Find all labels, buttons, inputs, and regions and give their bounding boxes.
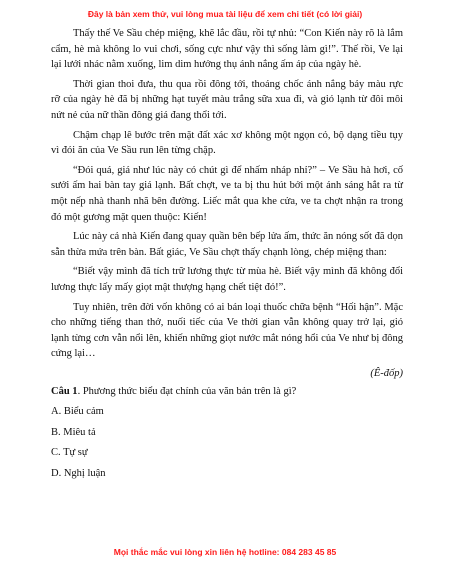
story-paragraph: Thấy thế Ve Sầu chép miệng, khẽ lắc đầu, rồi tự nhủ: “Con Kiến này rõ là lắm cẩm, hè mà không lo vui chơi, sống cực như vậy thì sống làm gì!”. Thế rồi, Ve lại lại lưới nhác nằm xuống, lim dim hưởng thụ ánh nắng ấm áp của ngày hè. [51,28,403,71]
source-attribution: (Ê-đốp) [370,367,403,379]
answer-option-a: A. Biểu cảm [51,406,104,418]
question-label: Câu 1 [51,386,78,398]
story-paragraph: Chậm chạp lê bước trên mặt đất xác xơ không một ngọn cỏ, bộ dạng tiều tụy vì đói ăn của Ve Sầu run lên từng chặp. [51,129,403,157]
story-paragraph: “Biết vậy mình đã tích trữ lương thực từ mùa hè. Biết vậy mình đã không đổi lương thực lấy mấy giọt mật thượng hạng chết tiệt đó!”. [51,266,403,293]
story-paragraph: “Đói quá, giá như lúc này có chút gì để nhấm nháp nhỉ?” – Ve Sầu hà hơi, cố sưởi ấm hai bàn tay giá lạnh. Bất chợt, ve ta bị thu hút bởi một ánh sáng hắt ra từ một nếp nhà thanh nhã bên đường. Liếc mắt qua khe cửa, ve ta chợt nhận ra trong đó một gương mặt quen thuộc: Kiến! [51,164,403,223]
story-paragraph: Tuy nhiên, trên đời vốn không có ai bán loại thuốc chữa bệnh “Hối hận”. Mặc cho những tiếng than thở, nuối tiếc của Ve thời gian vẫn không quay trở lại, gió lạnh từng cơn vẫn nổi lên, khiến những giọt nước mắt nóng hổi của Ve như bị đông cứng lại… [51,301,403,360]
answer-option-c: C. Tự sự [51,447,88,459]
story-paragraph: Lúc này cả nhà Kiến đang quay quần bên bếp lửa ấm, thức ăn nóng sốt đã dọn sẵn thừa mứa trên bàn. Bất giác, Ve Sầu chợt thấy chạnh lòng, chép miệng than: [51,231,403,258]
document-body [51,26,403,486]
hotline-footer-banner: Mọi thắc mắc vui lòng xin liên hệ hotline: 084 283 45 85 [113,547,337,557]
story-paragraph: Thời gian thoi đưa, thu qua rồi đông tới, thoáng chốc ánh nắng bảy màu rực rỡ của ngày hè đã bị những hạt tuyết màu trắng sữa xua đi, và gió lạnh từ đôi môi nứt nẻ của nữ thần đông giá đang thổi tới. [51,78,403,121]
answer-option-b: B. Miêu tả [51,426,96,438]
preview-notice-banner: Đây là bản xem thử, vui lòng mua tài liệu để xem chi tiết (có lời giải) [87,9,363,19]
question-text: . Phương thức biểu đạt chính của văn bản trên là gì? [77,386,297,398]
answer-option-d: D. Nghị luận [51,467,106,479]
question-1 [51,384,403,400]
